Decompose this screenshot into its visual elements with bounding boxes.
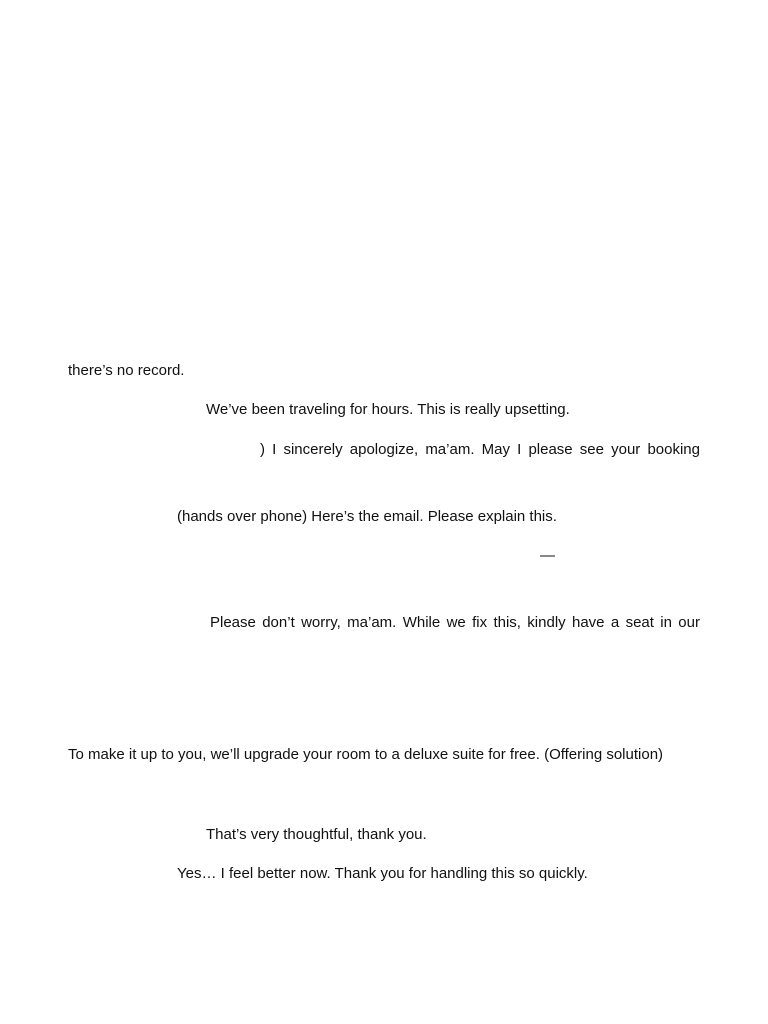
word: I xyxy=(272,441,277,458)
word: don’t xyxy=(262,614,295,631)
word: sincerely xyxy=(283,441,343,458)
word: see xyxy=(579,441,604,458)
script-line: To make it up to you, we’ll upgrade your room to a deluxe suite for free. (Offering solution) xyxy=(68,746,664,763)
word: I xyxy=(517,441,522,458)
word: worry, xyxy=(301,614,341,631)
word: your xyxy=(611,441,641,458)
word: kindly xyxy=(527,614,566,631)
word: May xyxy=(481,441,510,458)
script-line: That’s very thoughtful, thank you. xyxy=(206,826,427,843)
script-line: there’s no record. xyxy=(68,362,185,379)
word: please xyxy=(528,441,573,458)
script-line: Yes… I feel better now. Thank you for handling this so quickly. xyxy=(177,865,588,882)
word: this, xyxy=(493,614,521,631)
word: booking xyxy=(647,441,700,458)
word: our xyxy=(678,614,700,631)
word: seat xyxy=(625,614,654,631)
word: apologize, xyxy=(349,441,419,458)
script-line: (hands over phone) Here’s the email. Please explain this. xyxy=(177,508,557,525)
word: ) xyxy=(260,441,265,458)
word: we xyxy=(446,614,466,631)
script-line: We’ve been traveling for hours. This is really upsetting. xyxy=(206,401,570,418)
word: ma’am. xyxy=(347,614,397,631)
word: in xyxy=(660,614,672,631)
word: fix xyxy=(472,614,488,631)
script-line-justified xyxy=(260,441,700,459)
word: a xyxy=(610,614,620,631)
word: have xyxy=(572,614,605,631)
word: ma’am. xyxy=(425,441,475,458)
word: While xyxy=(402,614,441,631)
script-line-justified xyxy=(210,614,700,632)
dash-line: — xyxy=(540,547,555,564)
word: Please xyxy=(210,614,256,631)
